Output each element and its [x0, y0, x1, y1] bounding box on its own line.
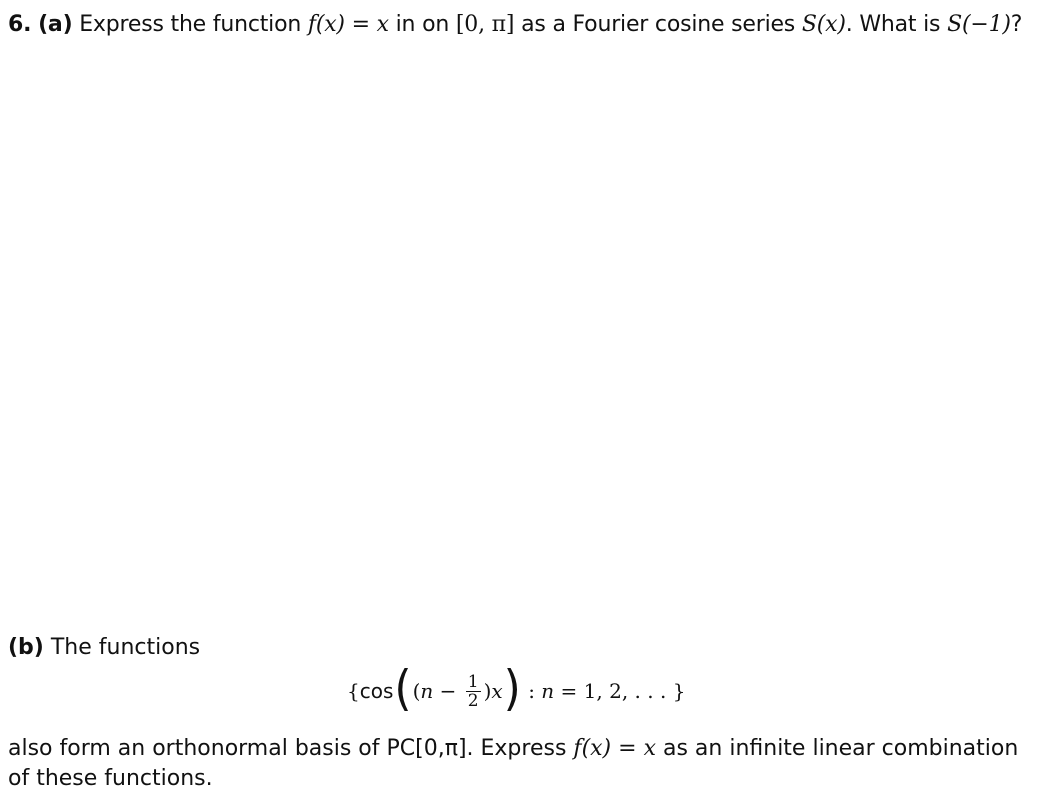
formula-close-small-paren: ): [483, 679, 492, 703]
formula-open-brace: {: [347, 679, 360, 703]
formula-open-big-paren: (: [394, 660, 412, 717]
part-a-text-3: as a Fourier cosine series: [514, 12, 802, 37]
formula-minus: −: [433, 679, 463, 703]
part-b-description-line-1: [8, 735, 1018, 763]
formula-n: n: [420, 679, 434, 703]
question-6b: [8, 634, 200, 662]
formula-close-big-paren: ): [503, 660, 521, 717]
formula-range: 1, 2, . . .: [583, 679, 673, 703]
formula-n-index: n: [541, 679, 555, 703]
series-S-x: S(x): [801, 12, 846, 37]
formula-equals: =: [554, 679, 584, 703]
desc-f-x: f(x): [573, 736, 612, 761]
formula-cos: cos: [359, 679, 394, 703]
desc-x: x: [643, 736, 656, 761]
equals-sign: =: [344, 12, 377, 37]
formula-fraction: [466, 673, 481, 710]
formula-x: x: [491, 679, 503, 703]
desc-equals: =: [611, 736, 644, 761]
desc-text-1b: as an infinite linear combination: [655, 736, 1019, 761]
formula-open-small-paren: (: [412, 679, 421, 703]
part-b-intro: The functions: [43, 635, 201, 660]
variable-x: x: [376, 12, 389, 37]
part-a-label: (a): [38, 12, 73, 37]
part-a-text-5: ?: [1010, 12, 1023, 37]
part-a-text-4: . What is: [845, 12, 948, 37]
basis-formula: [347, 660, 685, 722]
part-b-label: (b): [8, 635, 44, 660]
desc-text-1a: also form an orthonormal basis of PC[0,π]. Express: [8, 736, 574, 761]
formula-colon: :: [521, 679, 542, 703]
interval: [0, π]: [455, 12, 515, 37]
part-a-text-1: Express the function: [72, 12, 308, 37]
question-number: 6.: [8, 12, 32, 37]
series-S-neg1: S(−1): [947, 12, 1011, 37]
formula-close-brace: }: [672, 679, 686, 703]
desc-text-2: of these functions.: [8, 766, 213, 791]
function-f-x: f(x): [307, 12, 345, 37]
fraction-numerator: 1: [467, 671, 479, 692]
part-a-text-2: in on: [388, 12, 456, 37]
fraction-denominator: 2: [467, 690, 479, 711]
question-6a: [8, 11, 1022, 39]
part-b-description-line-2: [8, 765, 213, 793]
